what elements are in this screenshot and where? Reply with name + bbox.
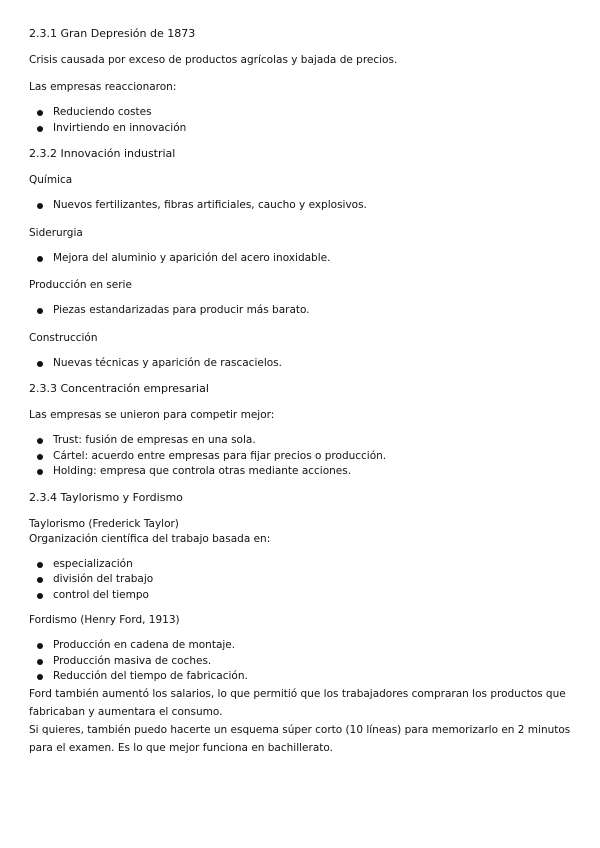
list-item: Producción masiva de coches. <box>29 654 574 670</box>
list-construccion <box>29 356 574 372</box>
section-heading-2-3-3: 2.3.3 Concentración empresarial <box>29 382 209 395</box>
list-item: división del trabajo <box>29 572 574 588</box>
subheading-produccion-en-serie: Producción en serie <box>29 279 132 291</box>
list-item: Piezas estandarizadas para producir más barato. <box>29 303 574 319</box>
paragraph-ford-salarios: Ford también aumentó los salarios, lo que permitió que los trabajadores compraran los productos que fabricaban y aumentara el consumo. <box>29 687 566 718</box>
bullet-icon <box>37 110 43 116</box>
section-heading-2-3-4: 2.3.4 Taylorismo y Fordismo <box>29 490 183 504</box>
list-produccion-en-serie <box>29 303 574 319</box>
list-item: Nuevas técnicas y aparición de rascacielos. <box>29 356 574 372</box>
list-item: Holding: empresa que controla otras mediante acciones. <box>29 464 574 480</box>
paragraph-closing: Si quieres, también puedo hacerte un esquema súper corto (10 líneas) para memorizarlo en 2 minutos para el examen. Es lo que mejor funciona en bachillerato. <box>29 723 571 754</box>
bullet-icon <box>37 469 43 475</box>
bullet-icon <box>37 643 43 649</box>
document <box>29 26 574 757</box>
list-item: Invirtiendo en innovación <box>29 121 574 137</box>
list-item: Cártel: acuerdo entre empresas para fijar precios o producción. <box>29 449 574 465</box>
bullet-icon <box>37 562 43 568</box>
subheading-fordismo: Fordismo (Henry Ford, 1913) <box>29 614 180 626</box>
list-item: control del tiempo <box>29 588 574 604</box>
list-item: especialización <box>29 557 574 573</box>
paragraph-concentracion: Las empresas se unieron para competir mejor: <box>29 409 275 421</box>
bullet-icon <box>37 126 43 132</box>
list-siderurgia <box>29 251 574 267</box>
bullet-icon <box>37 256 43 262</box>
list-concentracion <box>29 433 574 480</box>
subheading-construccion: Construcción <box>29 331 98 344</box>
bullet-icon <box>37 454 43 460</box>
list-fordismo <box>29 638 574 685</box>
list-item: Mejora del aluminio y aparición del acero inoxidable. <box>29 251 574 267</box>
bullet-icon <box>37 361 43 367</box>
bullet-icon <box>37 203 43 209</box>
paragraph-taylorismo: Organización científica del trabajo basada en: <box>29 532 271 545</box>
bullet-icon <box>37 659 43 665</box>
section-heading-2-3-1: 2.3.1 Gran Depresión de 1873 <box>29 27 196 40</box>
bullet-icon <box>37 593 43 599</box>
subheading-siderurgia: Siderurgia <box>29 226 83 239</box>
paragraph-crisis: Crisis causada por exceso de productos agrícolas y bajada de precios. <box>29 54 398 66</box>
section-heading-2-3-2: 2.3.2 Innovación industrial <box>29 147 176 160</box>
bullet-icon <box>37 308 43 314</box>
list-item: Trust: fusión de empresas en una sola. <box>29 433 574 449</box>
bullet-icon <box>37 674 43 680</box>
list-quimica <box>29 198 574 214</box>
paragraph-reaction: Las empresas reaccionaron: <box>29 81 177 93</box>
bullet-icon <box>37 577 43 583</box>
subheading-taylorismo: Taylorismo (Frederick Taylor) <box>29 517 179 530</box>
list-item: Reducción del tiempo de fabricación. <box>29 669 574 685</box>
list-reactions <box>29 105 574 136</box>
list-item: Nuevos fertilizantes, fibras artificiales, caucho y explosivos. <box>29 198 574 214</box>
list-taylorismo <box>29 557 574 604</box>
list-item: Reduciendo costes <box>29 105 574 121</box>
bullet-icon <box>37 438 43 444</box>
list-item: Producción en cadena de montaje. <box>29 638 574 654</box>
subheading-quimica: Química <box>29 174 73 186</box>
